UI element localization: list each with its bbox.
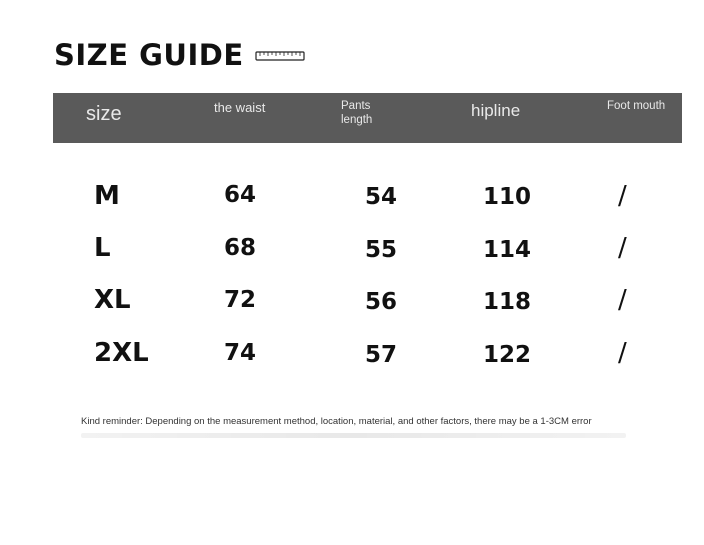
table-row [0, 338, 704, 378]
size-cell: 2XL [94, 338, 149, 368]
pants-length-cell: 54 [365, 184, 398, 210]
header-pants-length: Pants length [341, 100, 373, 126]
foot-mouth-cell: / [618, 181, 627, 211]
waist-cell: 72 [224, 287, 257, 313]
hipline-cell: 114 [483, 237, 532, 263]
pants-length-cell: 56 [365, 289, 398, 315]
hipline-cell: 110 [483, 184, 532, 210]
page-title: SIZE GUIDE [54, 38, 244, 72]
header-foot-mouth: Foot mouth [607, 100, 666, 112]
hipline-cell: 118 [483, 289, 532, 315]
size-cell: XL [94, 285, 131, 315]
waist-cell: 68 [224, 235, 257, 261]
header-size: size [86, 103, 122, 125]
table-row [0, 285, 704, 325]
size-cell: M [94, 181, 120, 211]
pants-length-cell: 55 [365, 237, 398, 263]
size-cell: L [94, 233, 111, 263]
header-hipline: hipline [471, 101, 521, 120]
pants-length-cell: 57 [365, 342, 398, 368]
kind-reminder: Kind reminder: Depending on the measurement method, location, material, and other factors, there may be a 1-3CM error [81, 416, 592, 427]
ruler-icon [255, 49, 305, 63]
foot-mouth-cell: / [618, 285, 627, 315]
foot-mouth-cell: / [618, 338, 627, 368]
foot-mouth-cell: / [618, 233, 627, 263]
header-waist: the waist [214, 100, 266, 115]
hipline-cell: 122 [483, 342, 532, 368]
table-row [0, 233, 704, 273]
waist-cell: 74 [224, 340, 257, 366]
faded-text-line [81, 433, 626, 438]
waist-cell: 64 [224, 182, 257, 208]
table-row [0, 181, 704, 221]
table-header [53, 93, 682, 143]
